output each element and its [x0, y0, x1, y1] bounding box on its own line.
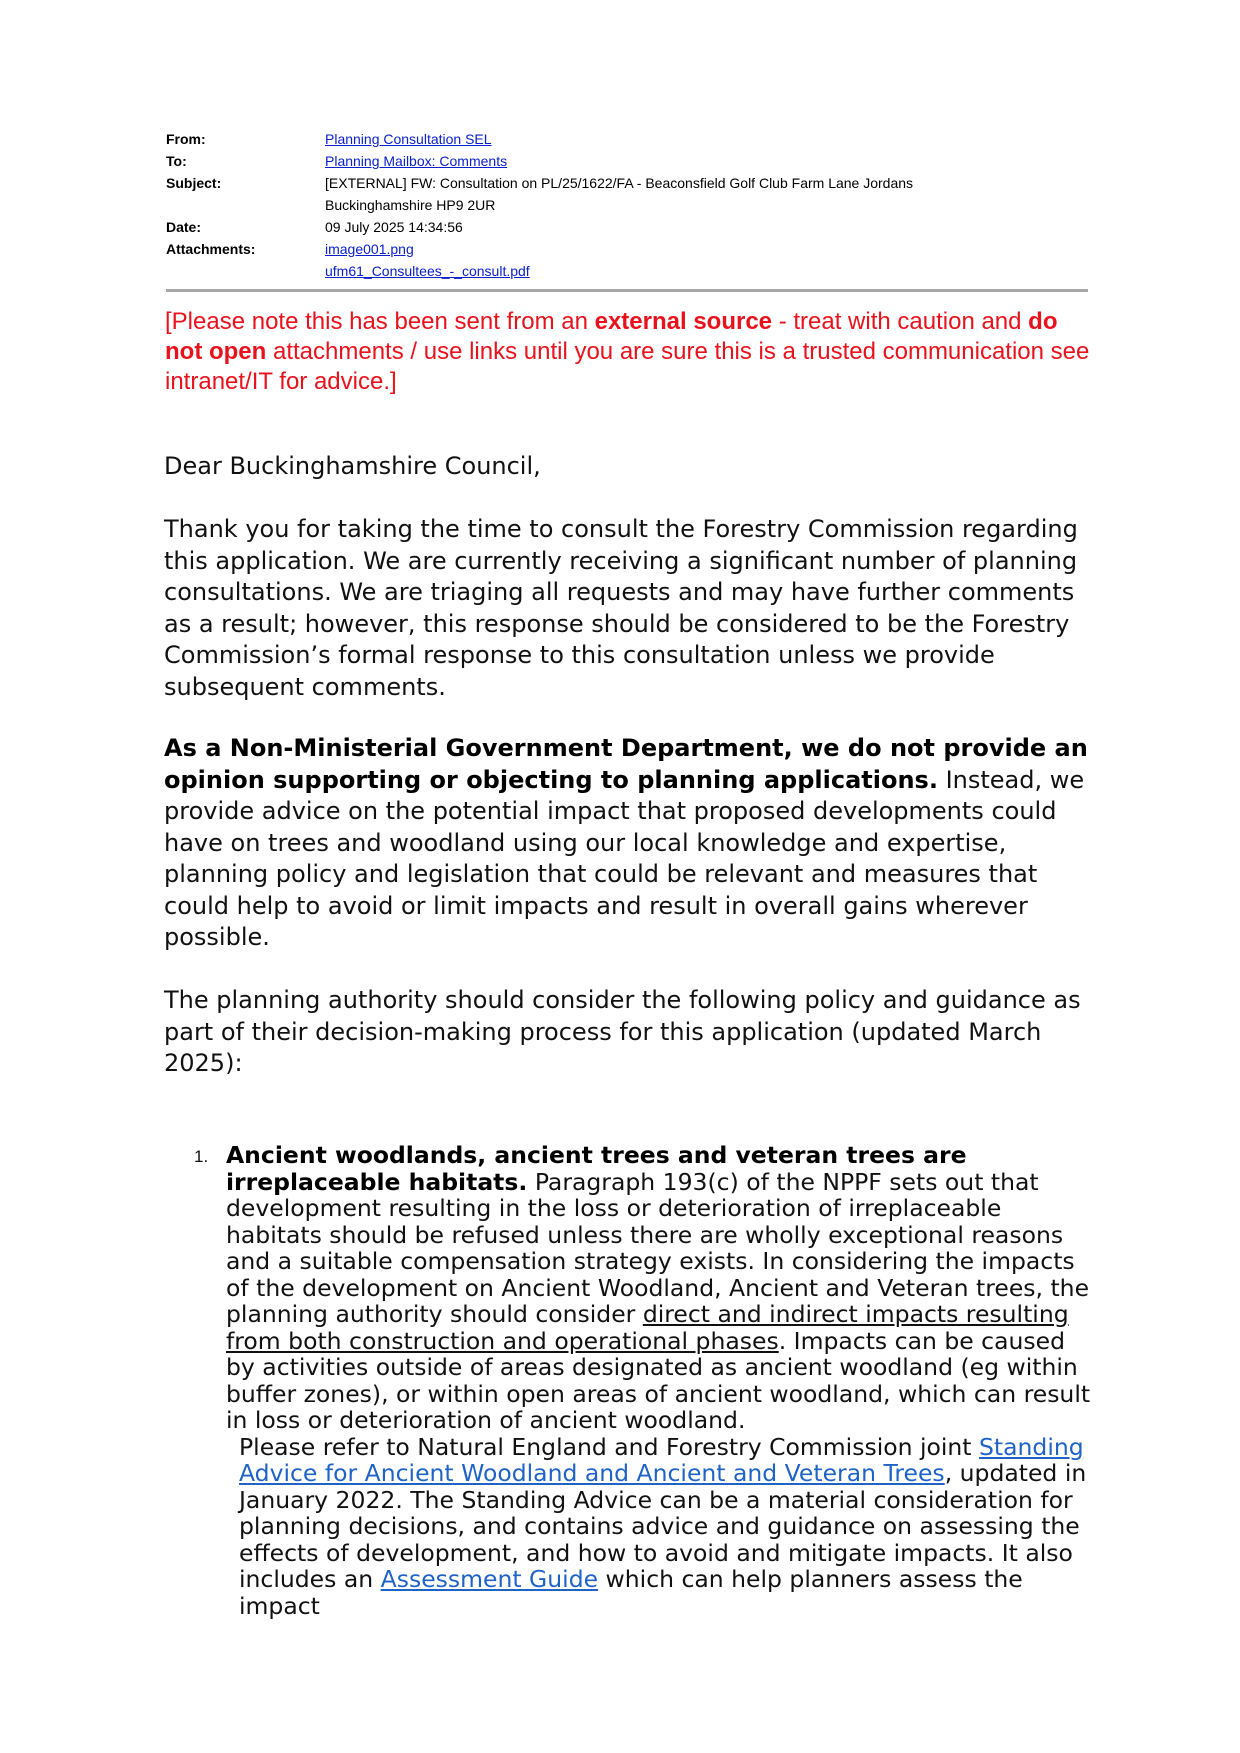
body-paragraph: Thank you for taking the time to consult the Forestry Commission regarding this application. We are currently receiving a significant number of planning consultations. We are triaging all requests and may have further comments as a result; however, this response should be considered to be the Forestry Commission’s formal response to this consultation unless we provide subsequent comments. — [164, 515, 1078, 701]
warning-bold: do not open — [165, 308, 1058, 365]
body-bold-statement: As a Non-Ministerial Government Department, we do not provide an opinion supporting or objecting to planning applications. — [164, 734, 1088, 794]
warning-bold: external source — [594, 308, 773, 335]
attachment-link[interactable]: image001.png — [325, 241, 414, 257]
warning-text: attachments / use links until you are sure this is a trusted communication see intranet/IT for advice.] — [165, 338, 1090, 395]
underlined-text: direct and indirect impacts resulting from both construction and operational phases — [226, 1300, 1069, 1355]
list-item — [194, 1142, 1094, 1619]
body-paragraph — [164, 733, 1094, 954]
date-label: Date: — [166, 219, 202, 235]
attachments-label: Attachments: — [166, 241, 256, 257]
subject-line-1: [EXTERNAL] FW: Consultation on PL/25/1622/FA - Beaconsfield Golf Club Farm Lane Jordans — [325, 175, 914, 191]
list-item-text: which can help planners assess the impact — [239, 1565, 1023, 1620]
attachments-row — [166, 238, 1088, 282]
subject-value — [325, 172, 1088, 216]
to-row — [166, 150, 1088, 172]
list-item-heading: Ancient woodlands, ancient trees and veteran trees are irreplaceable habitats. — [226, 1141, 967, 1196]
assessment-guide-link[interactable]: Assessment Guide — [380, 1565, 599, 1593]
list-item-text: Please refer to Natural England and Forestry Commission joint — [239, 1432, 979, 1461]
subject-label: Subject: — [166, 175, 222, 191]
list-item-subparagraph — [239, 1434, 1094, 1620]
list-item-number: 1. — [194, 1147, 209, 1166]
email-header — [166, 128, 1088, 282]
external-warning — [165, 307, 1095, 397]
subject-row — [166, 172, 1088, 216]
standing-advice-link[interactable]: Standing Advice for Ancient Woodland and Ancient and Veteran Trees — [239, 1432, 1084, 1487]
list-item-text: , updated in January 2022. The Standing Advice can be a material consideration for planning decisions, and contains advice and guidance on assessing the effects of development, and how to avoid and mitigate impacts. It also includes an — [239, 1459, 1087, 1593]
subject-line-2: Buckinghamshire HP9 2UR — [325, 197, 496, 213]
from-row — [166, 128, 1088, 150]
date-value: 09 July 2025 14:34:56 — [325, 219, 463, 235]
attachments-list — [325, 238, 1088, 282]
list-item-text: Paragraph 193(c) of the NPPF sets out that development resulting in the loss or deterioration of irreplaceable habitats should be refused unless there are wholly exceptional reasons and a suitable compensation strategy exists. In considering the impacts of the development on Ancient Woodland, Ancient and Veteran trees, the planning authority should consider — [226, 1167, 1090, 1328]
from-label: From: — [166, 131, 206, 147]
date-row — [166, 216, 1088, 238]
policy-list — [194, 1142, 1094, 1619]
to-link[interactable]: Planning Mailbox: Comments — [325, 153, 508, 169]
list-item-text: . Impacts can be caused by activities outside of areas designated as ancient woodland (eg within buffer zones), or within open areas of ancient woodland, which can result in loss or deterioration of ancient woodland. — [226, 1326, 1091, 1434]
warning-text: - treat with caution and — [772, 308, 1029, 335]
attachment-link[interactable]: ufm61_Consultees_-_consult.pdf — [325, 263, 530, 279]
to-label: To: — [166, 153, 187, 169]
list-item-body — [226, 1142, 1094, 1434]
header-divider — [166, 289, 1088, 292]
body-paragraph: The planning authority should consider the following policy and guidance as part of their decision-making process for this application (updated March 2025): — [164, 986, 1081, 1077]
from-link[interactable]: Planning Consultation SEL — [325, 131, 492, 147]
body-paragraph-text: Instead, we provide advice on the potential impact that proposed developments could have on trees and woodland using our local knowledge and expertise, planning policy and legislation that could be relevant and measures that could help to avoid or limit impacts and result in overall gains wherever possible. — [164, 765, 1085, 951]
warning-text: [Please note this has been sent from an — [165, 308, 595, 335]
greeting: Dear Buckinghamshire Council, — [164, 452, 541, 480]
